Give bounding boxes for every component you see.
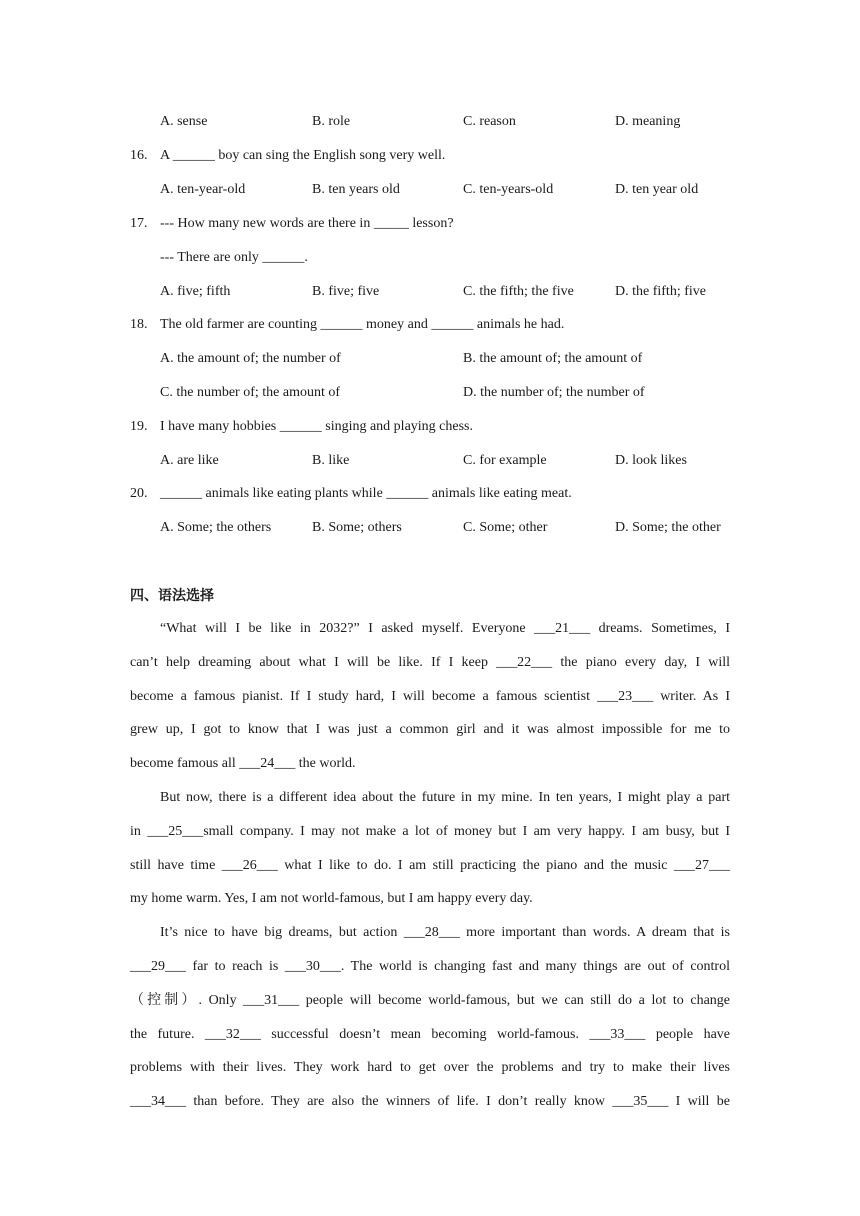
- option-d: D. ten year old: [615, 182, 699, 197]
- passage-line: can’t help dreaming about what I will be like. If I keep ___22___ the piano every day, I will: [130, 654, 730, 670]
- passage-line: the future. ___32___ successful doesn’t mean becoming world-famous. ___33___ people have: [130, 1026, 730, 1042]
- passage-line: become famous all ___24___ the world.: [130, 756, 356, 772]
- option-c: C. the fifth; the five: [463, 284, 574, 299]
- passage-line: “What will I be like in 2032?” I asked myself. Everyone ___21___ dreams. Sometimes, I: [160, 621, 730, 636]
- question-stem: I have many hobbies ______ singing and playing chess.: [160, 419, 474, 434]
- option-d: D. meaning: [615, 114, 681, 129]
- question-number: 16.: [130, 148, 148, 163]
- passage-line: It’s nice to have big dreams, but action ___28___ more important than words. A dream that is: [160, 925, 730, 941]
- question-number: 20.: [130, 486, 148, 501]
- option-a: A. the amount of; the number of: [160, 351, 341, 366]
- option-a: A. sense: [160, 114, 208, 129]
- question-stem: The old farmer are counting ______ money and ______ animals he had.: [160, 317, 565, 332]
- option-b: B. like: [312, 453, 350, 468]
- option-b: B. the amount of; the amount of: [463, 351, 643, 366]
- passage-line: ___29___ far to reach is ___30___. The world is changing fast and many things are out of control: [130, 958, 730, 974]
- option-d: D. the number of; the number of: [463, 385, 645, 400]
- option-c: C. ten-years-old: [463, 182, 554, 197]
- option-b: B. ten years old: [312, 182, 400, 197]
- question-stem: ______ animals like eating plants while ______ animals like eating meat.: [160, 486, 572, 501]
- option-b: B. role: [312, 114, 351, 129]
- question-stem: A ______ boy can sing the English song very well.: [160, 148, 446, 163]
- section-heading: 四、语法选择: [130, 588, 214, 604]
- question-number: 18.: [130, 317, 148, 332]
- option-c: C. reason: [463, 114, 516, 129]
- option-a: A. Some; the others: [160, 520, 272, 535]
- option-b: B. five; five: [312, 284, 380, 299]
- passage-line: （控制）. Only ___31___ people will become world-famous, but we can still do a lot to change: [130, 992, 730, 1008]
- option-a: A. ten-year-old: [160, 182, 246, 197]
- option-d: D. the fifth; five: [615, 284, 706, 299]
- passage-line: in ___25___small company. I may not make a lot of money but I am very happy. I am busy, but I: [130, 823, 730, 839]
- passage-line: problems with their lives. They work hard to get over the problems and try to make their lives: [130, 1060, 730, 1076]
- option-d: D. Some; the other: [615, 520, 721, 535]
- question-number: 17.: [130, 216, 148, 231]
- passage-line: still have time ___26___ what I like to do. I am still practicing the piano and the music ___27___: [130, 857, 730, 873]
- option-c: C. for example: [463, 453, 547, 468]
- passage-line: But now, there is a different idea about the future in my mine. In ten years, I might play a part: [160, 789, 730, 805]
- option-d: D. look likes: [615, 453, 687, 468]
- question-number: 19.: [130, 419, 148, 434]
- option-c: C. the number of; the amount of: [160, 385, 341, 400]
- passage-line: grew up, I got to know that I was just a common girl and it was almost impossible for me to: [130, 722, 730, 738]
- passage-line: become a famous pianist. If I study hard, I will become a famous scientist ___23___ writer. As I: [130, 688, 730, 704]
- passage-line: ___34___ than before. They are also the winners of life. I don’t really know ___35___ I will be: [130, 1094, 730, 1110]
- passage-line: my home warm. Yes, I am not world-famous, but I am happy every day.: [130, 891, 533, 907]
- question-stem-reply: --- There are only ______.: [160, 250, 308, 265]
- question-stem: --- How many new words are there in _____ lesson?: [160, 216, 454, 231]
- option-a: A. are like: [160, 453, 219, 468]
- option-b: B. Some; others: [312, 520, 402, 535]
- option-c: C. Some; other: [463, 520, 548, 535]
- option-a: A. five; fifth: [160, 284, 231, 299]
- passage: [130, 612, 730, 1119]
